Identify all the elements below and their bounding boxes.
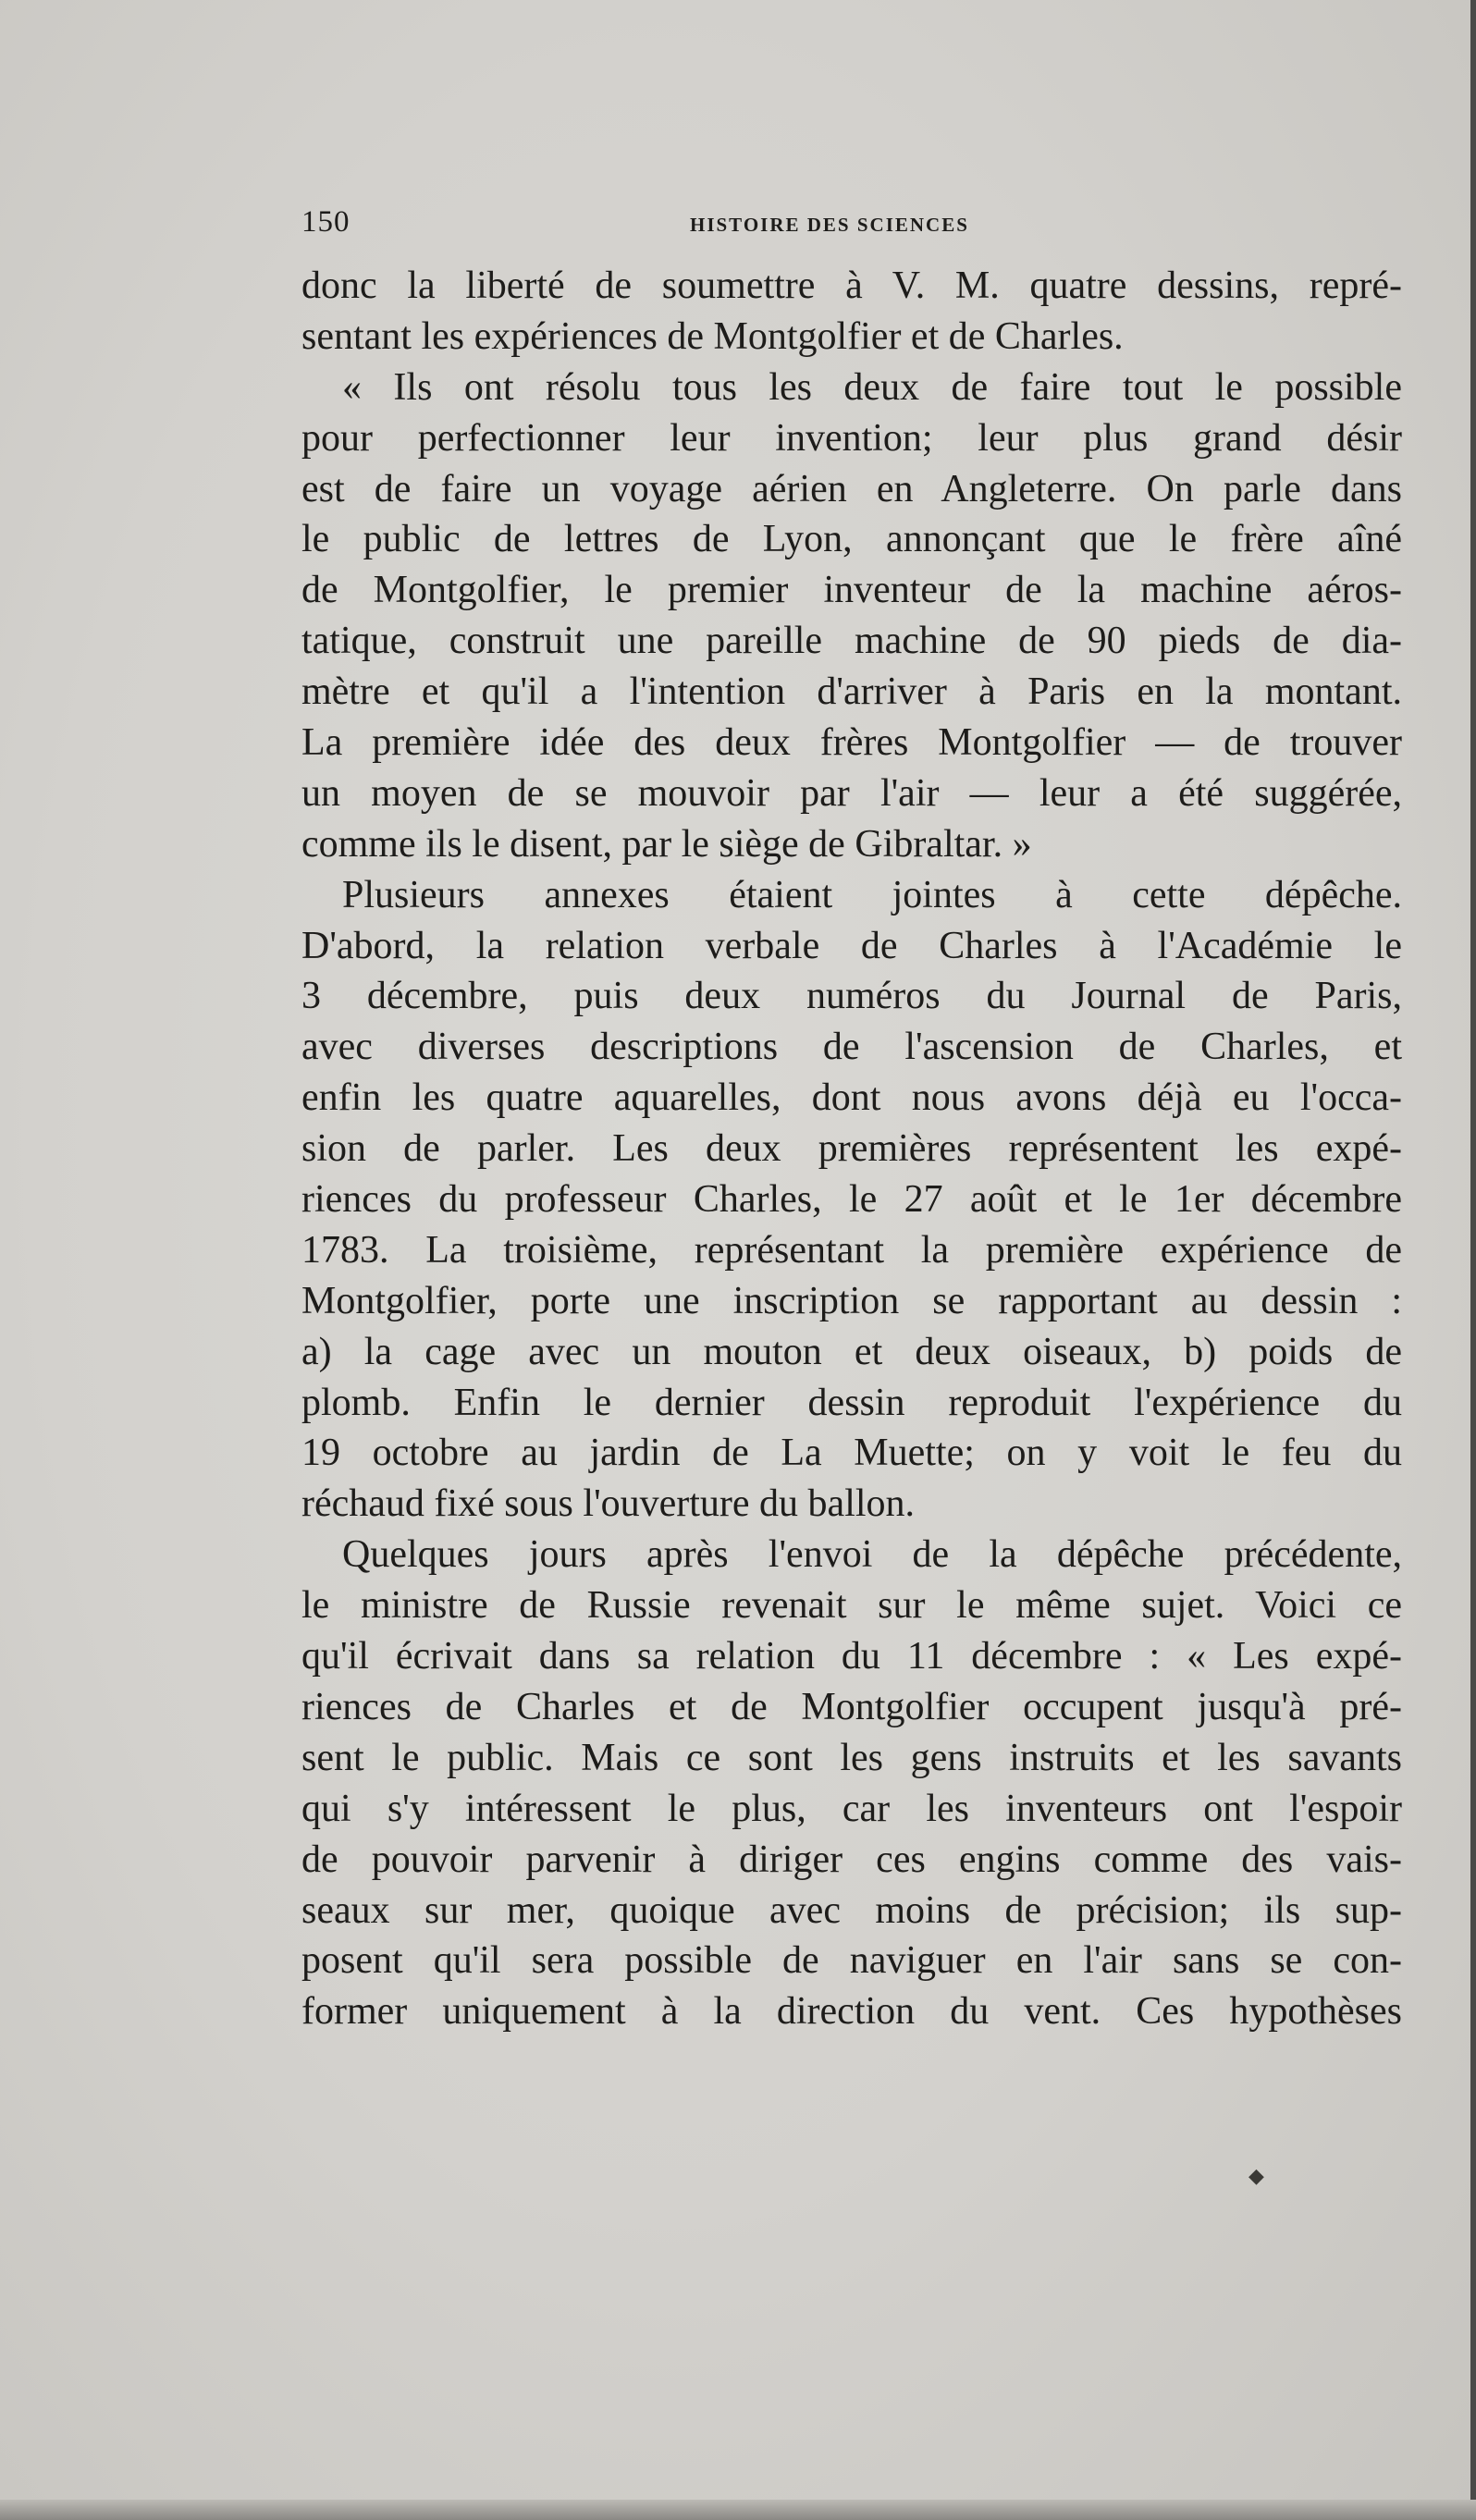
text-line: avec diverses descriptions de l'ascension de Charles, et	[301, 1026, 1402, 1069]
text-line: 1783. La troisième, représentant la première expérience de	[301, 1228, 1402, 1272]
text-line: La première idée des deux frères Montgolfier — de trouver	[301, 721, 1402, 765]
text-line: posent qu'il sera possible de naviguer en l'air sans se con-	[301, 1939, 1402, 1983]
text-line: Montgolfier, porte une inscription se rapportant au dessin :	[301, 1279, 1402, 1322]
text-line: Quelques jours après l'envoi de la dépêche précédente,	[342, 1533, 1402, 1577]
text-line: pour perfectionner leur invention; leur plus grand désir	[301, 416, 1402, 460]
text-line: riences de Charles et de Montgolfier occupent jusqu'à pré-	[301, 1685, 1402, 1728]
text-line: tatique, construit une pareille machine de 90 pieds de dia-	[301, 620, 1402, 663]
page-number: 150	[301, 205, 351, 239]
running-title: HISTOIRE DES SCIENCES	[690, 214, 969, 236]
text-line: mètre et qu'il a l'intention d'arriver à Paris en la montant.	[301, 670, 1402, 714]
text-line: D'abord, la relation verbale de Charles à l'Académie le	[301, 924, 1402, 967]
text-line: riences du professeur Charles, le 27 août et le 1er décembre	[301, 1178, 1402, 1222]
page-edge-shadow	[1470, 0, 1476, 2520]
text-line: de Montgolfier, le premier inventeur de la machine aéros-	[301, 569, 1402, 612]
text-line: un moyen de se mouvoir par l'air — leur a été suggérée,	[301, 771, 1402, 815]
text-line: former uniquement à la direction du vent. Ces hypothèses	[301, 1990, 1402, 2034]
text-line: de pouvoir parvenir à diriger ces engins comme des vais-	[301, 1838, 1402, 1881]
text-line: seaux sur mer, quoique avec moins de précision; ils sup-	[301, 1888, 1402, 1932]
text-line: comme ils le disent, par le siège de Gibraltar. »	[301, 822, 1032, 866]
text-line: sent le public. Mais ce sont les gens instruits et les savants	[301, 1736, 1402, 1779]
text-line: enfin les quatre aquarelles, dont nous avons déjà eu l'occa-	[301, 1076, 1402, 1120]
text-line: le public de lettres de Lyon, annonçant que le frère aîné	[301, 518, 1402, 561]
text-line: sion de parler. Les deux premières représentent les expé-	[301, 1127, 1402, 1171]
page-header	[301, 205, 1402, 242]
text-line: qui s'y intéressent le plus, car les inventeurs ont l'espoir	[301, 1787, 1402, 1830]
body-text	[301, 261, 1402, 2037]
text-line: donc la liberté de soumettre à V. M. quatre dessins, repré-	[301, 264, 1402, 307]
text-line: est de faire un voyage aérien en Angleterre. On parle dans	[301, 467, 1402, 510]
text-line: 19 octobre au jardin de La Muette; on y voit le feu du	[301, 1432, 1402, 1475]
text-line: réchaud fixé sous l'ouverture du ballon.	[301, 1482, 916, 1526]
ink-speck: ◆	[1248, 2164, 1264, 2187]
text-line: « Ils ont résolu tous les deux de faire tout le possible	[342, 365, 1402, 409]
text-line: a) la cage avec un mouton et deux oiseaux, b) poids de	[301, 1330, 1402, 1373]
text-line: plomb. Enfin le dernier dessin reproduit l'expérience du	[301, 1381, 1402, 1424]
page-bottom-edge	[0, 2500, 1476, 2520]
text-line: sentant les expériences de Montgolfier et de Charles.	[301, 314, 1124, 358]
text-line: Plusieurs annexes étaient jointes à cette dépêche.	[342, 873, 1402, 916]
text-line: le ministre de Russie revenait sur le même sujet. Voici ce	[301, 1584, 1402, 1628]
text-line: 3 décembre, puis deux numéros du Journal de Paris,	[301, 975, 1402, 1018]
text-line: qu'il écrivait dans sa relation du 11 décembre : « Les expé-	[301, 1635, 1402, 1678]
